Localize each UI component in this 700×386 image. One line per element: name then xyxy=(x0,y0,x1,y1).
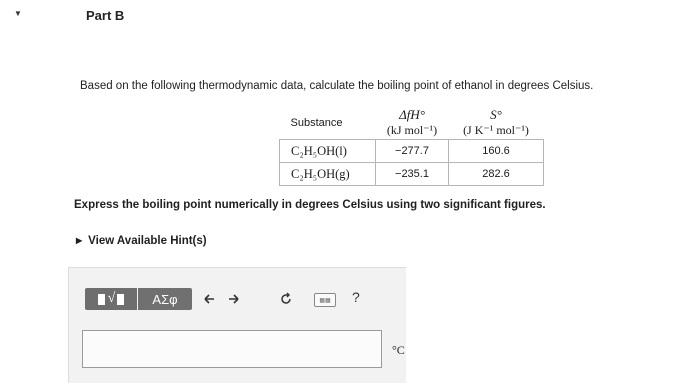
table-row xyxy=(280,163,544,186)
enthalpy-cell: −277.7 xyxy=(376,140,449,163)
answer-unit: °C xyxy=(392,343,405,357)
undo-icon[interactable] xyxy=(200,288,216,310)
triangle-right-icon: ▶ xyxy=(76,236,83,245)
thermo-data-table xyxy=(279,105,544,186)
substance-cell: C₂H₅OH(l) xyxy=(280,140,376,163)
part-title: Part B xyxy=(86,8,125,23)
enthalpy-cell: −235.1 xyxy=(376,163,449,186)
greek-symbols-button[interactable]: ΑΣφ xyxy=(138,288,192,310)
question-text: Based on the following thermodynamic data, calculate the boiling point of ethanol in degrees Celsius. xyxy=(80,80,594,92)
sqrt-icon: √ xyxy=(107,291,116,306)
templates-button[interactable] xyxy=(85,288,137,310)
instruction-text: Express the boiling point numerically in degrees Celsius using two significant figures. xyxy=(74,199,546,211)
enthalpy-unit: (kJ mol⁻¹) xyxy=(386,122,438,137)
template-box-icon xyxy=(117,294,124,305)
table-row xyxy=(280,140,544,163)
redo-icon[interactable] xyxy=(226,288,242,310)
table-header-row xyxy=(280,105,544,140)
triangle-down-icon[interactable]: ▼ xyxy=(14,9,22,18)
entropy-unit: (J K⁻¹ mol⁻¹) xyxy=(463,122,529,137)
template-box-icon xyxy=(98,294,105,305)
header-substance: Substance xyxy=(290,116,343,129)
header-entropy xyxy=(449,105,544,140)
entropy-symbol: S° xyxy=(490,106,502,122)
reset-icon[interactable] xyxy=(277,288,295,310)
enthalpy-symbol: ΔfH° xyxy=(399,106,425,122)
answer-input[interactable] xyxy=(82,330,382,368)
help-button[interactable]: ? xyxy=(352,289,360,305)
entropy-cell: 160.6 xyxy=(449,140,544,163)
header-enthalpy xyxy=(376,105,449,140)
substance-cell: C₂H₅OH(g) xyxy=(280,163,376,186)
hint-label: View Available Hint(s) xyxy=(88,235,207,247)
keyboard-icon[interactable]: ▦▦ xyxy=(314,293,336,307)
entropy-cell: 282.6 xyxy=(449,163,544,186)
view-hints-link[interactable] xyxy=(76,235,207,247)
